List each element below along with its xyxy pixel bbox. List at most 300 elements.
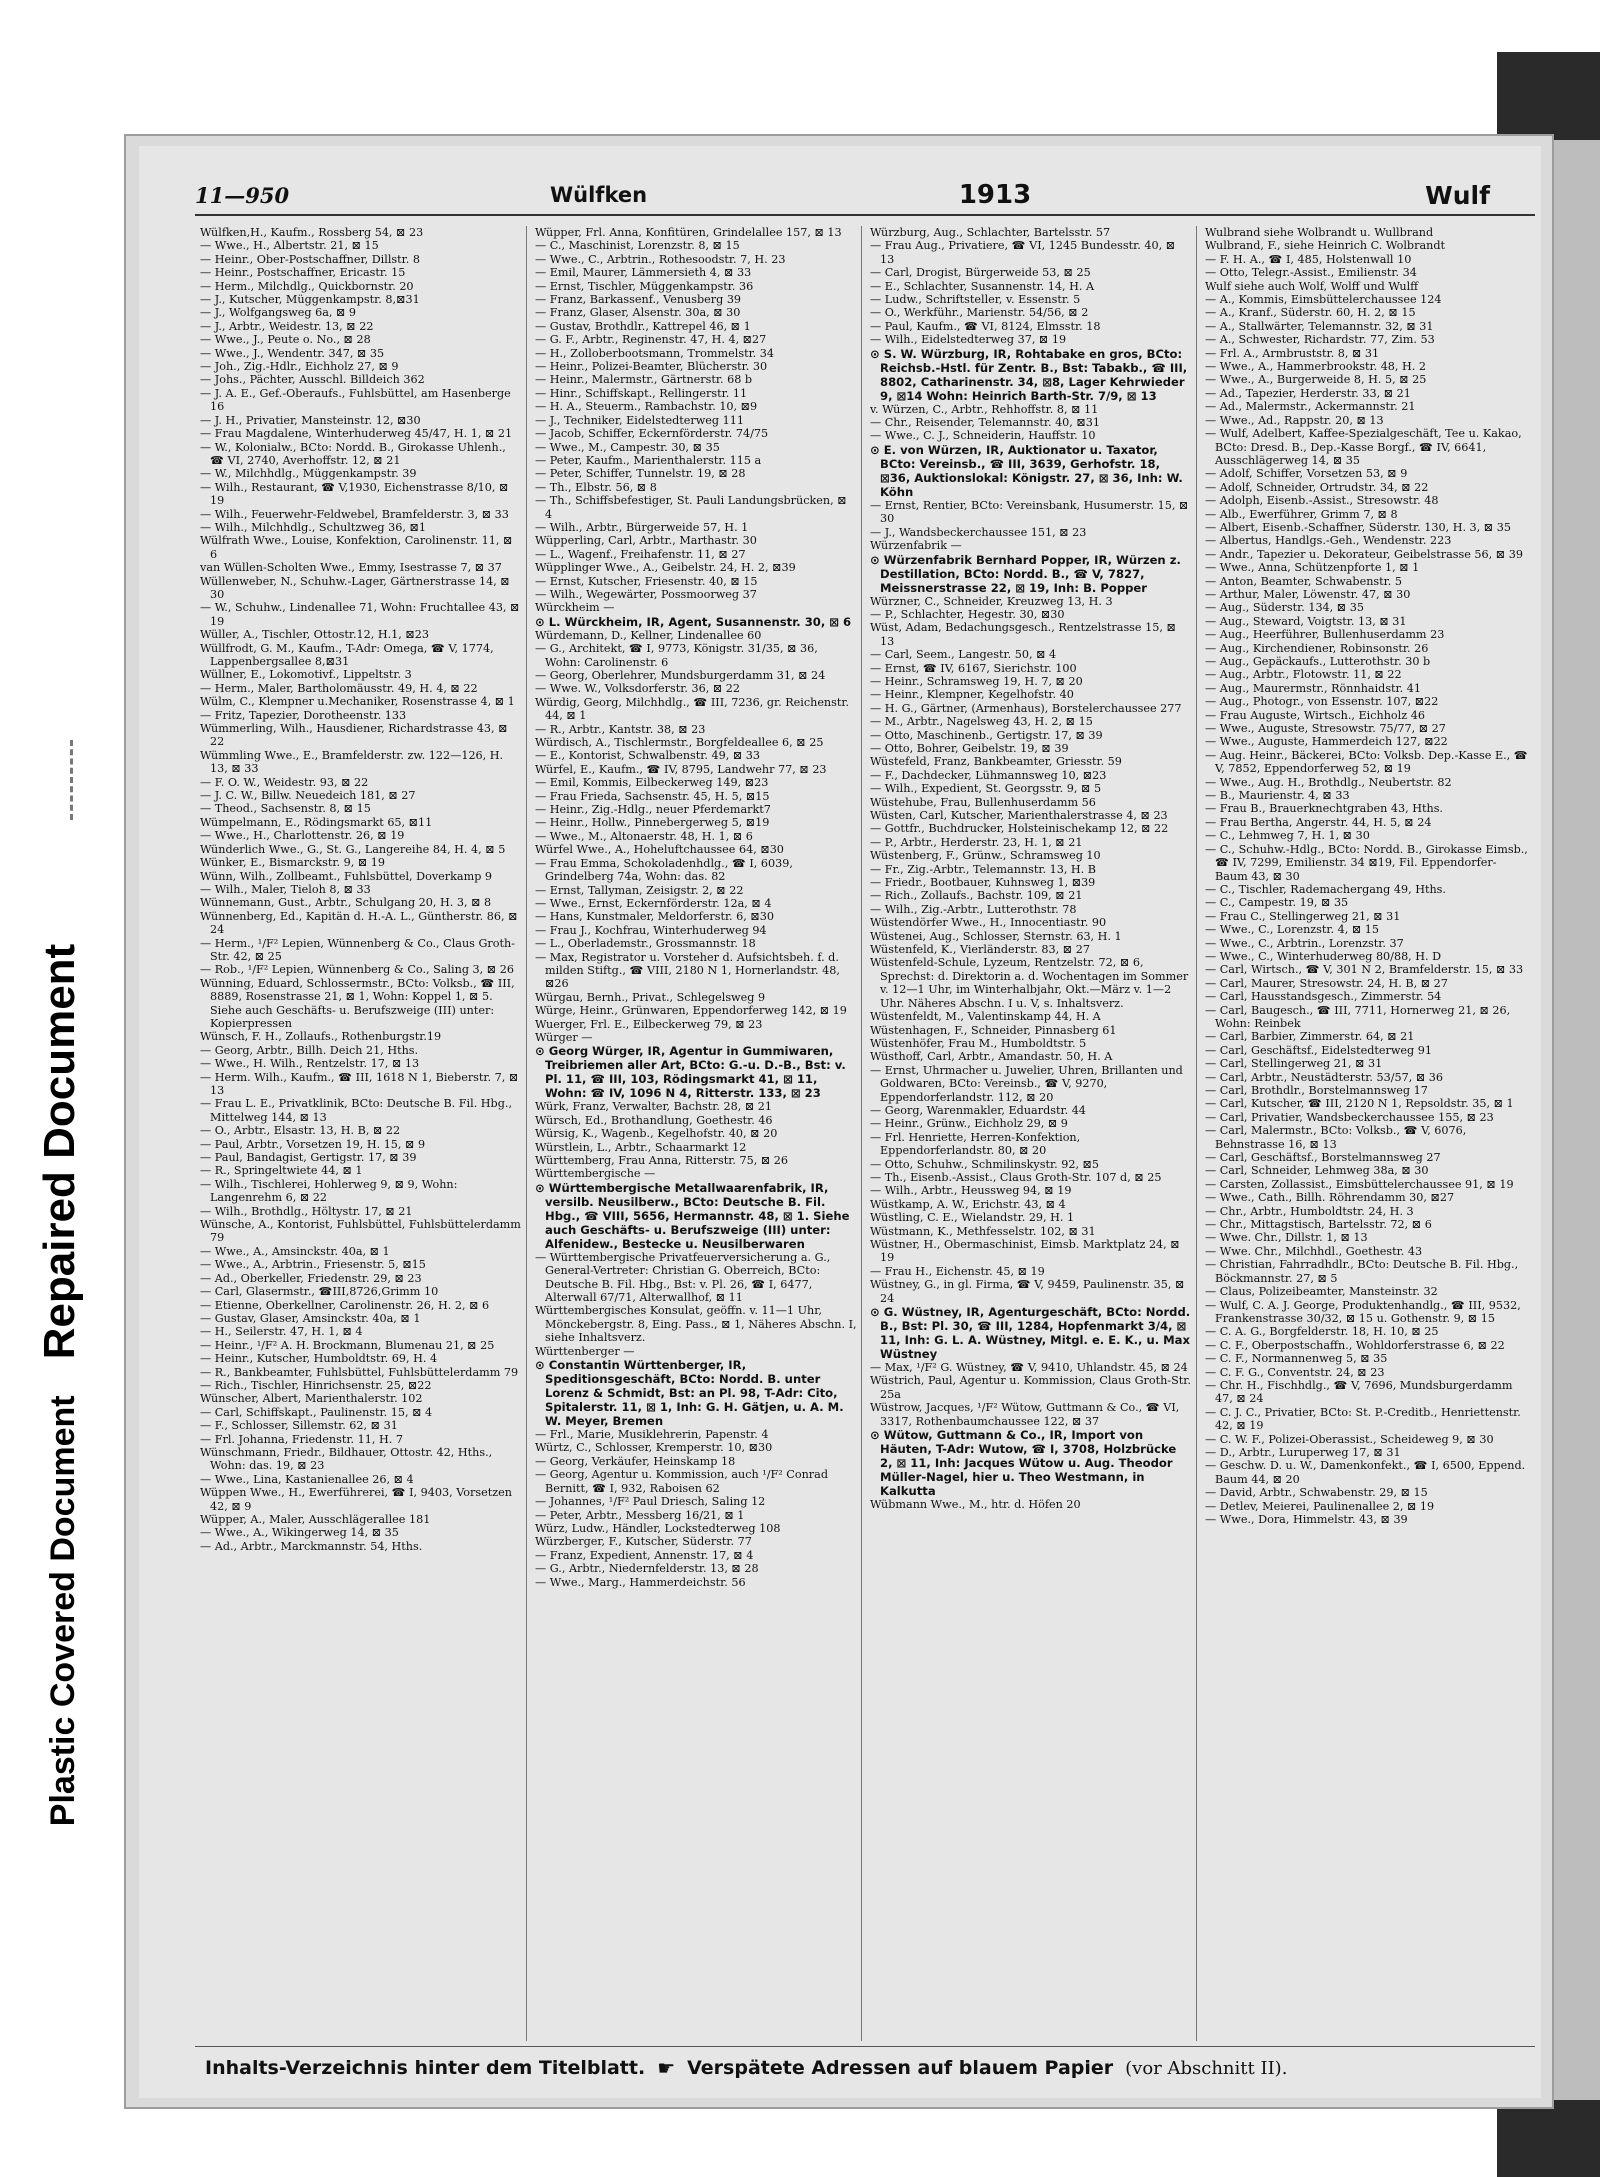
directory-entry: — Christian, Fahrradhdlr., BCto: Deutsche B. Fil. Hbg., Böckmannstr. 27, ⊠ 5: [1205, 1258, 1519, 1285]
directory-entry: Wulbrand, F., siehe Heinrich C. Wolbrandt: [1205, 239, 1445, 253]
directory-entry: — Ernst, Rentier, BCto: Vereinsbank, Husumerstr. 15, ⊠ 30: [870, 498, 1189, 526]
directory-entry: — H., Zolloberbootsmann, Trommelstr. 34: [535, 346, 775, 360]
directory-entry: — C. F. G., Conventstr. 24, ⊠ 23: [1205, 1365, 1385, 1379]
directory-entry: Wünschmann, Friedr., Bildhauer, Ottostr. 42, Hths., Wohn: das. 19, ⊠ 23: [200, 1445, 493, 1473]
directory-entry: — Wwe., Marg., Hammerdeichstr. 56: [535, 1575, 746, 1589]
directory-entry: Wüllfrodt, G. M., Kaufm., T-Adr: Omega, ☎ V, 1774, Lappenbergsallee 8,⊠31: [200, 641, 494, 668]
directory-entry: — C., Campestr. 19, ⊠ 35: [1205, 896, 1349, 910]
directory-entry: — Heinr., Postschaffner, Ericastr. 15: [200, 266, 406, 280]
directory-entry: — Emil, Kommis, Eilbeckerweg 149, ⊠23: [535, 776, 769, 790]
directory-entry: — A., Stallwärter, Telemannstr. 32, ⊠ 31: [1205, 319, 1434, 333]
directory-entry: ⊙ Constantin Württenberger, IR, Speditionsgeschäft, BCto: Nordd. B. unter Lorenz & Schmidt, Bst: an Pl. 98, T-Adr: Cito, Spitalerstr. 11, ⊠ 1, Inh: G. H. Gätjen, u. A. M. W. Meyer, Bremen: [535, 1358, 844, 1429]
directory-entry: — Wilh., Milchhdlg., Schultzweg 36, ⊠1: [200, 520, 426, 534]
directory-entry: Würge, Heinr., Grünwaren, Eppendorferweg 142, ⊠ 19: [535, 1004, 847, 1018]
directory-entry: — Wilh., Tischlerei, Hohlerweg 9, ⊠ 9, Wohn: Langenrehm 6, ⊠ 22: [200, 1177, 458, 1205]
footer-rule: [195, 2046, 1535, 2047]
directory-entry: — Wwe., Ad., Rappstr. 20, ⊠ 13: [1205, 413, 1384, 427]
directory-entry: — Frau Auguste, Wirtsch., Eichholz 46: [1205, 708, 1425, 722]
directory-entry: ⊙ L. Würckheim, IR, Agent, Susannenstr. 30, ⊠ 6: [535, 614, 852, 629]
directory-entry: — Wwe., C., Arbtrin., Rothesoodstr. 7, H. 23: [535, 252, 786, 266]
directory-entry: Würstlein, L., Arbtr., Schaarmarkt 12: [535, 1140, 747, 1154]
directory-entry: — Herm., Milchdlg., Quickbornstr. 20: [200, 279, 414, 293]
directory-entry: — Ad., Malermstr., Ackermannstr. 21: [1205, 400, 1416, 414]
directory-entry: Würckheim —: [535, 601, 615, 615]
directory-entry: — Wwe., Dora, Himmelstr. 43, ⊠ 39: [1205, 1513, 1408, 1526]
directory-entry: — F., Schlosser, Sillemstr. 62, ⊠ 31: [200, 1419, 398, 1433]
directory-entry: Wünn, Wilh., Zollbeamt., Fuhlsbüttel, Doverkamp 9: [200, 869, 493, 883]
header-rule: [195, 214, 1535, 216]
directory-entry: Wüstenfeld, K., Vierländerstr. 83, ⊠ 27: [870, 943, 1090, 957]
directory-entry: Würdisch, A., Tischlermstr., Borgfeldeallee 6, ⊠ 25: [535, 736, 824, 750]
directory-entry: Würfel, E., Kaufm., ☎ IV, 8795, Landwehr 77, ⊠ 23: [535, 762, 827, 776]
directory-entry: — J., Kutscher, Müggenkampstr. 8,⊠31: [200, 293, 420, 307]
directory-entry: — Wwe., C. J., Schneiderin, Hauffstr. 10: [870, 429, 1096, 443]
directory-entry: — Aug., Photogr., von Essenstr. 107, ⊠22: [1205, 695, 1439, 709]
directory-entry: — Claus, Polizeibeamter, Mansteinstr. 32: [1205, 1285, 1438, 1299]
conservation-stamp-text: [35, 943, 84, 1827]
directory-entry: — Wwe., A., Burgerweide 8, H. 5, ⊠ 25: [1205, 373, 1427, 387]
directory-entry: — Carl, Kutscher, ☎ III, 2120 N 1, Repsoldstr. 35, ⊠ 1: [1205, 1097, 1514, 1111]
directory-entry: — Johannes, ¹/F² Paul Driesch, Saling 12: [535, 1495, 766, 1509]
directory-entry: — Chr., Reisender, Telemannstr. 40, ⊠31: [870, 416, 1101, 430]
directory-entry: — Alb., Ewerführer, Grimm 7, ⊠ 8: [1205, 507, 1398, 521]
directory-entry: ⊙ Georg Würger, IR, Agentur in Gummiwaren, Treibriemen aller Art, BCto: G.-u. D.-B., Bst: v. Pl. 11, ☎ III, 103, Rödingsmarkt 41, ⊠ 11, Wohn: ☎ IV, 1096 N 4, Ritterstr. 133, ⊠ 23: [535, 1044, 846, 1101]
directory-entry: — C. F., Oberpostschaffn., Wohldorferstrasse 6, ⊠ 22: [1205, 1338, 1505, 1352]
directory-entry: — Ludw., Schriftsteller, v. Essenstr. 5: [870, 293, 1081, 307]
top-margin: [0, 0, 1600, 48]
directory-entry: — Ad., Oberkeller, Friedenstr. 29, ⊠ 23: [200, 1271, 422, 1285]
directory-entry: ⊙ G. Wüstney, IR, Agenturgeschäft, BCto: Nordd. B., Bst: Pl. 30, ☎ III, 1284, Hopfenmarkt 3/4, ⊠ 11, Inh: G. L. A. Wüstney, Mitgl. e. E. K., u. Max Wüstney: [870, 1305, 1191, 1362]
directory-entry: — Herm., ¹/F² Lepien, Wünnenberg & Co., Claus Groth-Str. 42, ⊠ 25: [200, 936, 515, 963]
directory-entry: — Aug., Arbtr., Flotowstr. 11, ⊠ 22: [1205, 668, 1402, 682]
directory-entry: — Rich., Tischler, Hinrichsenstr. 25, ⊠22: [200, 1378, 432, 1392]
directory-entry: — A., Kommis, Eimsbüttelerchaussee 124: [1205, 293, 1442, 307]
directory-entry: — B., Maurienstr. 4, ⊠ 33: [1205, 789, 1350, 803]
directory-entry: Wünscher, Albert, Marienthalerstr. 102: [200, 1392, 423, 1406]
directory-entry: — Wwe., M., Altonaerstr. 48, H. 1, ⊠ 6: [535, 829, 753, 843]
directory-entry: — Peter, Arbtr., Messberg 16/21, ⊠ 1: [535, 1508, 745, 1522]
directory-entry: Wüsthoff, Carl, Arbtr., Amandastr. 50, H. A: [870, 1050, 1113, 1064]
directory-entry: Wüstrich, Paul, Agentur u. Kommission, Claus Groth-Str. 25a: [870, 1374, 1191, 1401]
directory-entry: — Peter, Schiffer, Tunnelstr. 19, ⊠ 28: [535, 467, 746, 481]
directory-entry: — Etienne, Oberkellner, Carolinenstr. 26, H. 2, ⊠ 6: [200, 1298, 490, 1312]
directory-entry: — Gustav, Glaser, Amsinckstr. 40a, ⊠ 1: [200, 1311, 421, 1325]
directory-entry: Würzburg, Aug., Schlachter, Bartelsstr. 57: [870, 226, 1111, 239]
directory-entry: — Albert, Eisenb.-Schaffner, Süderstr. 130, H. 3, ⊠ 35: [1205, 520, 1511, 534]
directory-entry: — Th., Eisenb.-Assist., Claus Groth-Str. 107 d, ⊠ 25: [870, 1170, 1162, 1184]
directory-entry: Wüpper, A., Maler, Ausschlägerallee 181: [200, 1513, 431, 1526]
directory-entry: Wünning, Eduard, Schlossermstr., BCto: Volksb., ☎ III, 8889, Rosenstrasse 21, ⊠ 1, Wohn: Koppel 1, ⊠ 5. Siehe auch Geschäfts- u. Berufszweige (III) unter: Kopierpressen: [200, 976, 515, 1030]
directory-entry: — J., Arbtr., Weidestr. 13, ⊠ 22: [200, 319, 374, 333]
directory-entry: Wülfken,H., Kaufm., Rossberg 54, ⊠ 23: [200, 226, 424, 239]
stamp-plastic-covered: Plastic Covered Document: [44, 1395, 82, 1827]
directory-entry: — Ernst, Tischler, Müggenkampstr. 36: [535, 279, 754, 293]
directory-entry: — Chr. H., Fischhdlg., ☎ V, 7696, Mundsburgerdamm 47, ⊠ 24: [1205, 1378, 1513, 1406]
directory-entry: — Aug., Steward, Voigtstr. 13, ⊠ 31: [1205, 614, 1407, 628]
directory-entry: — Frau Frieda, Sachsenstr. 45, H. 5, ⊠15: [535, 789, 770, 803]
directory-entry: — Frl. Johanna, Friedenstr. 11, H. 7: [200, 1432, 403, 1446]
directory-entry: — Chr., Arbtr., Humboldtstr. 24, H. 3: [1205, 1204, 1414, 1218]
directory-entry: — Herm. Wilh., Kaufm., ☎ III, 1618 N 1, Bieberstr. 7, ⊠ 13: [200, 1070, 519, 1097]
directory-entry: Würk, Franz, Verwalter, Bachstr. 28, ⊠ 21: [535, 1100, 773, 1114]
directory-entry: — C., Tischler, Rademachergang 49, Hths.: [1205, 882, 1446, 896]
directory-entry: — Frau J., Kochfrau, Winterhuderweg 94: [535, 923, 767, 937]
directory-entry: — Frau B., Brauerknechtgraben 43, Hths.: [1205, 802, 1443, 816]
directory-entry: Wüppen Wwe., H., Ewerführerei, ☎ I, 9403, Vorsetzen 42, ⊠ 9: [200, 1486, 512, 1513]
directory-entry: — Georg, Arbtr., Billh. Deich 21, Hths.: [200, 1043, 419, 1057]
directory-entry: — Franz, Glaser, Alsenstr. 30a, ⊠ 30: [535, 306, 741, 320]
directory-entry: Wünnemann, Gust., Arbtr., Schulgang 20, H. 3, ⊠ 8: [200, 896, 492, 910]
directory-entry: — Frau Bertha, Angerstr. 44, H. 5, ⊠ 24: [1205, 815, 1432, 829]
directory-entry: Würz, Ludw., Händler, Lockstedterweg 108: [535, 1521, 781, 1535]
directory-entry: — Wilh., Arbtr., Heussweg 94, ⊠ 19: [870, 1184, 1072, 1198]
directory-entry: — A., Kranf., Süderstr. 60, H. 2, ⊠ 15: [1205, 306, 1416, 320]
directory-entry: Wüstenhöfer, Frau M., Humboldtstr. 5: [870, 1036, 1087, 1050]
directory-entry: — Otto, Bohrer, Geibelstr. 19, ⊠ 39: [870, 741, 1069, 755]
directory-entry: — P., Arbtr., Herderstr. 23, H. 1, ⊠ 21: [870, 835, 1083, 849]
directory-entry: — Otto, Telegr.-Assist., Emilienstr. 34: [1205, 266, 1417, 280]
directory-entry: — Frl. Henriette, Herren-Konfektion, Eppendorferlandstr. 80, ⊠ 20: [870, 1130, 1081, 1158]
directory-entry: — Rob., ¹/F² Lepien, Wünnenberg & Co., Saling 3, ⊠ 26: [200, 963, 514, 977]
directory-entry: — Gottfr., Buchdrucker, Holsteinischekamp 12, ⊠ 22: [870, 822, 1169, 836]
footer-index-note: Inhalts-Verzeichnis hinter dem Titelblatt.: [205, 2057, 646, 2079]
directory-entry: — Adolph, Eisenb.-Assist., Stresowstr. 48: [1205, 494, 1439, 508]
directory-entry: — Hinr., Schiffskapt., Rellingerstr. 11: [535, 386, 748, 400]
directory-entry: — Wilh., Wegewärter, Possmoorweg 37: [535, 587, 757, 601]
directory-entry: — Wilh., Expedient, St. Georgsstr. 9, ⊠ 5: [870, 782, 1102, 796]
directory-entry: Wübmann Wwe., M., htr. d. Höfen 20: [870, 1498, 1081, 1512]
directory-entry: — Georg, Warenmakler, Eduardstr. 44: [870, 1103, 1086, 1117]
directory-entry: — Georg, Agentur u. Kommission, auch ¹/F² Conrad Bernitt, ☎ I, 932, Raboisen 62: [535, 1468, 828, 1495]
directory-entry: Wümmling Wwe., E., Bramfelderstr. zw. 122—126, H. 13, ⊠ 33: [200, 748, 504, 776]
directory-entry: — J., Wolfgangsweg 6a, ⊠ 9: [200, 306, 357, 320]
directory-entry: — Friedr., Bootbauer, Kuhnsweg 1, ⊠39: [870, 876, 1096, 890]
directory-entry: — Heinr., Ober-Postschaffner, Dillstr. 8: [200, 252, 420, 266]
directory-entry: — Arthur, Maler, Löwenstr. 47, ⊠ 30: [1205, 587, 1411, 601]
directory-entry: Wüstenfeld-Schule, Lyzeum, Rentzelstr. 72, ⊠ 6, Sprechst: d. Direktorin a. d. Wochentagen im Sommer v. 12—1 Uhr, im Winterhalbjahr, Okt.—März v. 1—2 Uhr. Näheres Abschn. I u. V, s. Inhaltsverz.: [870, 956, 1189, 1010]
directory-entry: — Wwe., M., Campestr. 30, ⊠ 35: [535, 440, 720, 454]
column-3: [870, 226, 1197, 2041]
directory-entry: — Paul, Arbtr., Vorsetzen 19, H. 15, ⊠ 9: [200, 1137, 426, 1151]
directory-entry: — E., Schlachter, Susannenstr. 14, H. A: [870, 279, 1095, 293]
directory-entry: — Wwe., A., Hammerbrookstr. 48, H. 2: [1205, 360, 1427, 374]
directory-entry: — Carl, Privatier, Wandsbeckerchaussee 155, ⊠ 23: [1205, 1110, 1494, 1124]
directory-entry: — Wwe., J., Peute o. No., ⊠ 28: [200, 333, 371, 347]
directory-entry: — L., Oberlademstr., Grossmannstr. 18: [535, 937, 756, 951]
directory-entry: — Carl, Maurer, Stresowstr. 24, H. B, ⊠ 27: [1205, 976, 1448, 990]
directory-entry: — C. A. G., Borgfelderstr. 18, H. 10, ⊠ 25: [1205, 1325, 1439, 1339]
directory-entry: Wüstendörfer Wwe., H., Innocentiastr. 90: [870, 916, 1107, 930]
directory-entry: — M., Arbtr., Nagelsweg 43, H. 2, ⊠ 15: [870, 715, 1093, 729]
directory-entry: — A., Schwester, Richardstr. 77, Zim. 53: [1205, 333, 1435, 347]
directory-entry: — Heinr., Polizei-Beamter, Blücherstr. 30: [535, 360, 768, 374]
directory-entry: — Wilh., Arbtr., Bürgerweide 57, H. 1: [535, 520, 749, 534]
directory-entry: — J. C. W., Billw. Neuedeich 181, ⊠ 27: [200, 789, 416, 803]
directory-entry: — R., Springeltwiete 44, ⊠ 1: [200, 1164, 363, 1178]
directory-entry: Würsch, Ed., Brothandlung, Goethestr. 46: [535, 1113, 773, 1127]
directory-entry: — Wwe., Anna, Schützenpforte 1, ⊠ 1: [1205, 561, 1420, 575]
directory-entry: — C., Schuhw.-Hdlg., BCto: Nordd. B., Girokasse Eimsb., ☎ IV, 7299, Emilienstr. 34 ⊠19, Fil. Eppendorfer-Baum 43, ⊠ 30: [1205, 842, 1528, 883]
directory-entry: — Wwe., H., Albertstr. 21, ⊠ 15: [200, 239, 379, 253]
directory-entry: — Heinr., Zig.-Hdlg., neuer Pferdemarkt7: [535, 803, 771, 817]
directory-entry: — Aug., Kirchendiener, Robinsonstr. 26: [1205, 641, 1429, 655]
footer-section-note: (vor Abschnitt II).: [1125, 2057, 1288, 2079]
directory-columns: [200, 226, 1532, 2041]
directory-entry: — Carl, Hausstandsgesch., Zimmerstr. 54: [1205, 990, 1442, 1004]
directory-entry: Wüstehube, Frau, Bullenhuserdamm 56: [870, 795, 1096, 809]
directory-entry: — Carl, Geschäftsf., Eidelstedterweg 91: [1205, 1043, 1432, 1057]
directory-entry: — Aug., Süderstr. 134, ⊠ 35: [1205, 601, 1364, 615]
directory-entry: Wünsch, F. H., Zollaufs., Rothenburgstr.19: [200, 1030, 442, 1044]
directory-entry: — G. F., Arbtr., Reginenstr. 47, H. 4, ⊠27: [535, 333, 767, 347]
directory-entry: — Th., Schiffsbefestiger, St. Pauli Landungsbrücken, ⊠ 4: [535, 494, 847, 521]
directory-entry: — H. A., Steuerm., Rambachstr. 10, ⊠9: [535, 400, 758, 414]
directory-entry: — Wilh., Brothdlg., Höltystr. 17, ⊠ 21: [200, 1204, 413, 1218]
directory-entry: — W., Schuhw., Lindenallee 71, Wohn: Fruchtallee 43, ⊠ 19: [200, 601, 520, 628]
directory-entry: Wulbrand siehe Wolbrandt u. Wullbrand: [1205, 226, 1434, 239]
column-1: [200, 226, 527, 2041]
directory-entry: Wülfrath Wwe., Louise, Konfektion, Carolinenstr. 11, ⊠ 6: [200, 534, 513, 561]
directory-entry: — Heinr., Schramsweg 19, H. 7, ⊠ 20: [870, 674, 1083, 688]
directory-entry: — Wilh., Feuerwehr-Feldwebel, Bramfelderstr. 3, ⊠ 33: [200, 507, 509, 521]
directory-entry: — R., Arbtr., Kantstr. 38, ⊠ 23: [535, 722, 706, 736]
directory-entry: — Heinr., Grünw., Eichholz 29, ⊠ 9: [870, 1117, 1068, 1131]
directory-entry: — Geschw. D. u. W., Damenkonfekt., ☎ I, 6500, Eppend. Baum 44, ⊠ 20: [1205, 1459, 1526, 1486]
directory-entry: — Frau H., Eichenstr. 45, ⊠ 19: [870, 1264, 1045, 1278]
directory-entry: — Paul, Kaufm., ☎ VI, 8124, Elmsstr. 18: [870, 319, 1101, 333]
directory-entry: — Wwe., H., Charlottenstr. 26, ⊠ 19: [200, 829, 405, 843]
directory-entry: — Carl, Geschäftsf., Borstelmannsweg 27: [1205, 1151, 1441, 1165]
directory-entry: — Adolf, Schiffer, Vorsetzen 53, ⊠ 9: [1205, 467, 1408, 481]
directory-entry: — Carl, Stellingerweg 21, ⊠ 31: [1205, 1057, 1383, 1071]
directory-entry: — Carl, Brothdlr., Borstelmannsweg 17: [1205, 1084, 1428, 1097]
directory-entry: — J. A. E., Gef.-Oberaufs., Fuhlsbüttel, am Hasenberge 16: [200, 386, 511, 414]
directory-entry: — O., Werkführ., Marienstr. 54/56, ⊠ 2: [870, 306, 1089, 320]
directory-entry: — Albertus, Handlgs.-Geh., Wendenstr. 223: [1205, 534, 1452, 548]
directory-entry: — L., Wagenf., Freihafenstr. 11, ⊠ 27: [535, 547, 746, 561]
column-4: [1205, 226, 1532, 2041]
directory-entry: Wüstrow, Jacques, ¹/F² Wütow, Guttmann & Co., ☎ VI, 3317, Rothenbaumchaussee 122, ⊠ 37: [870, 1401, 1180, 1428]
directory-entry: — Johs., Pächter, Ausschl. Billdeich 362: [200, 373, 425, 387]
directory-entry: — Wwe., Auguste, Hammerdeich 127, ⊠22: [1205, 735, 1448, 749]
directory-entry: — Fr., Zig.-Arbtr., Telemannstr. 13, H. B: [870, 862, 1097, 876]
directory-entry: Würzner, C., Schneider, Kreuzweg 13, H. 3: [870, 594, 1113, 608]
directory-entry: — Adolf, Schneider, Ortrudstr. 34, ⊠ 22: [1205, 480, 1429, 494]
directory-entry: — Ad., Arbtr., Marckmannstr. 54, Hths.: [200, 1539, 423, 1553]
directory-entry: — Wwe., A., Amsinckstr. 40a, ⊠ 1: [200, 1244, 390, 1258]
directory-entry: — Jacob, Schiffer, Eckernförderstr. 74/75: [535, 427, 769, 441]
directory-entry: — C., Maschinist, Lorenzstr. 8, ⊠ 15: [535, 239, 740, 253]
binding-dashes: [70, 740, 77, 820]
directory-entry: — Wwe., C., Arbtrin., Lorenzstr. 37: [1205, 936, 1404, 950]
directory-entry: — Aug. Heinr., Bäckerei, BCto: Volksb. Dep.-Kasse E., ☎ V, 7852, Eppendorferweg 52, ⊠ 19: [1205, 748, 1528, 776]
directory-entry: — Carl, Schiffskapt., Paulinenstr. 15, ⊠ 4: [200, 1405, 433, 1419]
directory-entry: — Carl, Malermstr., BCto: Volksb., ☎ V, 6076, Behnstrasse 16, ⊠ 13: [1205, 1124, 1467, 1151]
directory-entry: — Wwe., Cath., Billh. Röhrendamm 30, ⊠27: [1205, 1191, 1455, 1205]
directory-entry: — Heinr., Klempner, Kegelhofstr. 40: [870, 688, 1074, 702]
header-year: 1913: [958, 180, 1032, 210]
directory-entry: — Wilh., Maler, Tieloh 8, ⊠ 33: [200, 882, 371, 896]
directory-entry: — Frau L. E., Privatklinik, BCto: Deutsche B. Fil. Hbg., Mittelweg 144, ⊠ 13: [200, 1097, 512, 1124]
directory-entry: Würtz, C., Schlosser, Kremperstr. 10, ⊠30: [535, 1441, 773, 1455]
directory-entry: — Wwe., J., Wendentr. 347, ⊠ 35: [200, 346, 385, 360]
directory-entry: Würfel Wwe., A., Hoheluftchaussee 64, ⊠30: [535, 843, 784, 857]
directory-entry: Wünnenberg, Ed., Kapitän d. H.-A. L., Güntherstr. 86, ⊠ 24: [200, 909, 518, 937]
directory-entry: — G., Architekt, ☎ I, 9773, Königstr. 31/35, ⊠ 36, Wohn: Carolinenstr. 6: [535, 642, 818, 669]
directory-entry: Wünderlich Wwe., G., St. G., Langereihe 84, H. 4, ⊠ 5: [200, 842, 506, 856]
directory-entry: — Carl, Baugesch., ☎ III, 7711, Hornerweg 21, ⊠ 26, Wohn: Reinbek: [1205, 1003, 1511, 1030]
directory-entry: — Wwe., A., Arbtrin., Friesenstr. 5, ⊠15: [200, 1258, 426, 1272]
directory-entry: Wüllenweber, N., Schuhw.-Lager, Gärtnerstrasse 14, ⊠ 30: [200, 574, 510, 601]
directory-entry: Wülm, C., Klempner u.Mechaniker, Rosenstrasse 4, ⊠ 1: [200, 695, 515, 709]
directory-entry: — Max, ¹/F² G. Wüstney, ☎ V, 9410, Uhlandstr. 45, ⊠ 24: [870, 1361, 1188, 1375]
directory-entry: — Wwe., Auguste, Stresowstr. 75/77, ⊠ 27: [1205, 722, 1446, 736]
directory-entry: — Wwe. Chr., Milchhdl., Goethestr. 43: [1205, 1244, 1423, 1258]
directory-entry: Würzberger, F., Kutscher, Süderstr. 77: [535, 1535, 752, 1549]
directory-entry: Wüpper, Frl. Anna, Konfitüren, Grindelallee 157, ⊠ 13: [535, 226, 842, 239]
footer-late-addresses: Verspätete Adressen auf blauem Papier: [687, 2057, 1114, 2079]
directory-entry: Würgau, Bernh., Privat., Schlegelsweg 9: [535, 990, 766, 1004]
directory-entry: — Herm., Maler, Bartholomäusstr. 49, H. 4, ⊠ 22: [200, 681, 478, 695]
directory-entry: — Heinr., ¹/F² A. H. Brockmann, Blumenau 21, ⊠ 25: [200, 1338, 495, 1352]
directory-entry: — Anton, Beamter, Schwabenstr. 5: [1205, 574, 1402, 588]
directory-entry: — Franz, Barkassenf., Venusberg 39: [535, 293, 742, 307]
directory-entry: Wüstenhagen, F., Schneider, Pinnasberg 61: [870, 1023, 1117, 1037]
directory-entry: — F. H. A., ☎ I, 485, Holstenwall 10: [1205, 252, 1412, 266]
directory-entry: — Franz, Expedient, Annenstr. 17, ⊠ 4: [535, 1548, 754, 1562]
directory-entry: — Georg, Verkäufer, Heinskamp 18: [535, 1454, 736, 1468]
directory-entry: — Wilh., Eidelstedterweg 37, ⊠ 19: [870, 333, 1067, 347]
stamp-repaired: Repaired Document: [35, 943, 84, 1360]
directory-entry: — C. J. C., Privatier, BCto: St. P.-Creditb., Henriettenstr. 42, ⊠ 19: [1205, 1405, 1521, 1433]
directory-entry: — Aug., Maurermstr., Rönnhaidstr. 41: [1205, 681, 1422, 695]
directory-entry: — P., Schlachter, Hegestr. 30, ⊠30: [870, 607, 1065, 621]
directory-entry: ⊙ E. von Würzen, IR, Auktionator u. Taxator, BCto: Vereinsb., ☎ III, 3639, Gerhofstr. 18, ⊠36, Auktionslokal: Königstr. 27, ⊠ 36, Inh: W. Köhn: [870, 442, 1183, 499]
directory-entry: — Aug., Heerführer, Bullenhuserdamm 23: [1205, 628, 1445, 642]
directory-entry: — Wwe., Ernst, Eckernförderstr. 12a, ⊠ 4: [535, 896, 772, 910]
directory-entry: — Ernst, ☎ IV, 6167, Sierichstr. 100: [870, 661, 1077, 675]
running-header: [195, 176, 1550, 214]
directory-entry: Wüllner, E., Lokomotivf., Lippeltstr. 3: [200, 668, 412, 682]
directory-entry: — O., Arbtr., Elsastr. 13, H. B, ⊠ 22: [200, 1124, 401, 1138]
directory-entry: — R., Bankbeamter, Fuhlsbüttel, Fuhlsbüttelerdamm 79: [200, 1365, 519, 1379]
directory-entry: ⊙ Würzenfabrik Bernhard Popper, IR, Würzen z. Destillation, BCto: Nordd. B., ☎ V, 7827, Meissnerstrasse 22, ⊠ 19, Inh: B. Popper: [870, 552, 1181, 595]
column-2: [535, 226, 862, 2041]
directory-entry: Württembergisches Konsulat, geöffn. v. 11—1 Uhr, Mönckebergstr. 8, Eing. Pass., ⊠ 1, Näheres Abschn. I, siehe Inhaltsverz.: [535, 1304, 857, 1345]
directory-entry: — E., Kontorist, Schwalbenstr. 49, ⊠ 33: [535, 749, 761, 763]
directory-entry: — Otto, Maschinenb., Gertigstr. 17, ⊠ 39: [870, 728, 1103, 742]
directory-entry: — Chr., Mittagstisch, Bartelsstr. 72, ⊠ 6: [1205, 1218, 1432, 1232]
directory-entry: — Aug., Gepäckaufs., Lutterothstr. 30 b: [1205, 655, 1431, 668]
directory-entry: — Wwe., A., Wikingerweg 14, ⊠ 35: [200, 1526, 399, 1540]
directory-entry: — W., Milchhdlg., Müggenkampstr. 39: [200, 467, 417, 481]
directory-entry: — Joh., Zig.-Hdlr., Eichholz 27, ⊠ 9: [200, 360, 399, 374]
directory-entry: — Gustav, Brothdlr., Kattrepel 46, ⊠ 1: [535, 319, 751, 333]
directory-entry: Würsig, K., Wagenb., Kegelhofstr. 40, ⊠ 20: [535, 1127, 778, 1141]
directory-entry: — Carl, Glasermstr., ☎III,8726,Grimm 10: [200, 1285, 439, 1299]
directory-entry: Würger —: [535, 1030, 593, 1044]
directory-entry: Wüstenei, Aug., Schlosser, Sternstr. 63, H. 1: [870, 929, 1122, 943]
directory-entry: Würdemann, D., Kellner, Lindenallee 60: [535, 628, 762, 642]
directory-entry: — Ad., Tapezier, Herderstr. 33, ⊠ 21: [1205, 386, 1411, 400]
directory-entry: — Andr., Tapezier u. Dekorateur, Geibelstrasse 56, ⊠ 39: [1205, 547, 1523, 561]
directory-entry: — J. H., Privatier, Mansteinstr. 12, ⊠30: [200, 413, 421, 427]
directory-entry: Wüstkamp, A. W., Erichstr. 43, ⊠ 4: [870, 1197, 1066, 1211]
directory-entry: Wünker, E., Bismarckstr. 9, ⊠ 19: [200, 856, 385, 870]
directory-entry: Wüstefeld, Franz, Bankbeamter, Griesstr. 59: [870, 755, 1122, 769]
directory-entry: van Wüllen-Scholten Wwe., Emmy, Isestrasse 7, ⊠ 37: [200, 561, 502, 575]
directory-entry: — Rich., Zollaufs., Bachstr. 109, ⊠ 21: [870, 889, 1083, 903]
directory-entry: Wüpplinger Wwe., A., Geibelstr. 24, H. 2, ⊠39: [535, 561, 796, 575]
directory-entry: — Heinr., Hollw., Pinnebergerweg 5, ⊠19: [535, 816, 770, 830]
directory-entry: — Otto, Schuhw., Schmilinskystr. 92, ⊠5: [870, 1157, 1100, 1171]
directory-entry: Wüstney, G., in gl. Firma, ☎ V, 9459, Paulinenstr. 35, ⊠ 24: [870, 1278, 1185, 1305]
directory-entry: — C., Lehmweg 7, H. 1, ⊠ 30: [1205, 829, 1370, 843]
next-page-edge: [1552, 140, 1600, 2100]
directory-entry: — Württembergische Privatfeuerversicherung a. G., General-Vertreter: Christian G. Oberreich, BCto: Deutsche B. Fil. Hbg., Bst: v. Pl. 26, ☎ I, 6477, Alterwall 67/71, Alterwallhof, ⊠ 11: [535, 1250, 831, 1305]
directory-entry: — W., Kolonialw., BCto: Nordd. B., Girokasse Uhlenh., ☎ VI, 2740, Averhoffstr. 12, ⊠ 21: [200, 440, 506, 467]
directory-entry: — F., Dachdecker, Lühmannsweg 10, ⊠23: [870, 768, 1107, 782]
directory-entry: Wulf siehe auch Wolf, Wolff und Wulff: [1205, 279, 1419, 293]
directory-entry: — H., Seilerstr. 47, H. 1, ⊠ 4: [200, 1325, 363, 1339]
directory-entry: — Carl, Barbier, Zimmerstr. 64, ⊠ 21: [1205, 1030, 1415, 1044]
directory-entry: Wüpperling, Carl, Arbtr., Marthastr. 30: [535, 534, 757, 548]
conservation-stamp: [0, 720, 120, 2050]
directory-entry: — Carl, Arbtr., Neustädterstr. 53/57, ⊠ 36: [1205, 1070, 1444, 1084]
directory-entry: Wuerger, Frl. E., Eilbeckerweg 79, ⊠ 23: [535, 1017, 763, 1031]
directory-entry: Wüstner, H., Obermaschinist, Eimsb. Marktplatz 24, ⊠ 19: [870, 1238, 1180, 1265]
directory-entry: — Emil, Maurer, Lämmersieth 4, ⊠ 33: [535, 266, 752, 280]
directory-entry: Württemberg, Frau Anna, Ritterstr. 75, ⊠ 26: [535, 1154, 788, 1167]
directory-entry: — Paul, Bandagist, Gertigstr. 17, ⊠ 39: [200, 1151, 417, 1165]
directory-entry: — Wwe., H. Wilh., Rentzelstr. 17, ⊠ 13: [200, 1057, 420, 1071]
directory-entry: — C. W. F., Polizei-Oberassist., Scheideweg 9, ⊠ 30: [1205, 1432, 1494, 1446]
directory-entry: — Carl, Drogist, Bürgerweide 53, ⊠ 25: [870, 266, 1091, 280]
directory-entry: — Georg, Oberlehrer, Mundsburgerdamm 31, ⊠ 24: [535, 669, 826, 682]
directory-entry: Wüsten, Carl, Kutscher, Marienthalerstrasse 4, ⊠ 23: [870, 809, 1168, 822]
directory-entry: — Frau Magdalene, Winterhuderweg 45/47, H. 1, ⊠ 21: [200, 427, 513, 441]
directory-entry: — Ernst, Kutscher, Friesenstr. 40, ⊠ 15: [535, 574, 758, 588]
directory-entry: Wüst, Adam, Bedachungsgesch., Rentzelstrasse 15, ⊠ 13: [870, 621, 1176, 648]
directory-entry: ⊙ S. W. Würzburg, IR, Rohtabake en gros, BCto: Reichsb.-Hstl. für Zentr. B., Bst: Tabakb., ☎ III, 8802, Catharinenstr. 34, ⊠8, Lager Kehrwieder 9, ⊠14 Wohn: Heinrich Barth-Str. 7/9, ⊠ 13: [870, 346, 1188, 403]
pointing-hand-icon: ☛: [657, 2056, 676, 2080]
directory-entry: — Wwe. Chr., Dillstr. 1, ⊠ 13: [1205, 1231, 1368, 1245]
directory-entry: — Carl, Schneider, Lehmweg 38a, ⊠ 30: [1205, 1164, 1429, 1178]
directory-entry: — Frau Aug., Privatiere, ☎ VI, 1245 Bundesstr. 40, ⊠ 13: [870, 239, 1176, 266]
directory-entry: Wüstenberg, F., Grünw., Schramsweg 10: [870, 849, 1101, 863]
page-footer: [205, 2052, 1535, 2084]
directory-entry: — Heinr., Kutscher, Humboldtstr. 69, H. 4: [200, 1352, 438, 1366]
directory-entry: — Wwe. W., Volksdorferstr. 36, ⊠ 22: [535, 682, 740, 696]
directory-entry: — Th., Elbstr. 56, ⊠ 8: [535, 480, 657, 494]
page-number: 11—950: [195, 182, 290, 208]
directory-entry: Württenberger —: [535, 1344, 635, 1358]
directory-entry: Württembergische —: [535, 1167, 656, 1181]
directory-entry: — Carsten, Zollassist., Eimsbüttelerchaussee 91, ⊠ 19: [1205, 1177, 1514, 1191]
directory-entry: — Frl., Marie, Musiklehrerin, Papenstr. 4: [535, 1428, 769, 1442]
directory-entry: — Detlev, Meierei, Paulinenallee 2, ⊠ 19: [1205, 1499, 1435, 1513]
directory-entry: — H. G., Gärtner, (Armenhaus), Borstelerchaussee 277: [870, 701, 1182, 715]
directory-entry: — Wwe., Aug. H., Brothdlg., Neubertstr. 82: [1205, 775, 1452, 789]
directory-entry: — J., Wandsbeckerchaussee 151, ⊠ 23: [870, 525, 1087, 539]
directory-entry: ⊙ Wütow, Guttmann & Co., IR, Import von Häuten, T-Adr: Wutow, ☎ I, 3708, Holzbrücke 2, ⊠ 11, Inh: Jacques Wütow u. Aug. Theodor Müller-Nagel, hier u. Theo Westmann, in Kalkutta: [870, 1428, 1177, 1499]
directory-entry: ⊙ Württembergische Metallwaarenfabrik, IR, versilb. Neusilberw., BCto: Deutsche B. Fil. Hbg., ☎ VIII, 5656, Hermannstr. 48, ⊠ 1. Siehe auch Geschäfts- u. Berufszweige (III) unter: Alfenidew., Bestecke u. Neusilberwaren: [535, 1180, 850, 1251]
directory-entry: — Peter, Kaufm., Marienthalerstr. 115 a: [535, 453, 762, 467]
directory-entry: v. Würzen, C., Arbtr., Rehhoffstr. 8, ⊠ 11: [870, 402, 1099, 416]
directory-entry: — J., Techniker, Eidelstedterweg 111: [535, 413, 744, 427]
directory-entry: — Frl. A., Armbruststr. 8, ⊠ 31: [1205, 346, 1380, 360]
directory-entry: — Wwe., C., Winterhuderweg 80/88, H. D: [1205, 949, 1442, 963]
